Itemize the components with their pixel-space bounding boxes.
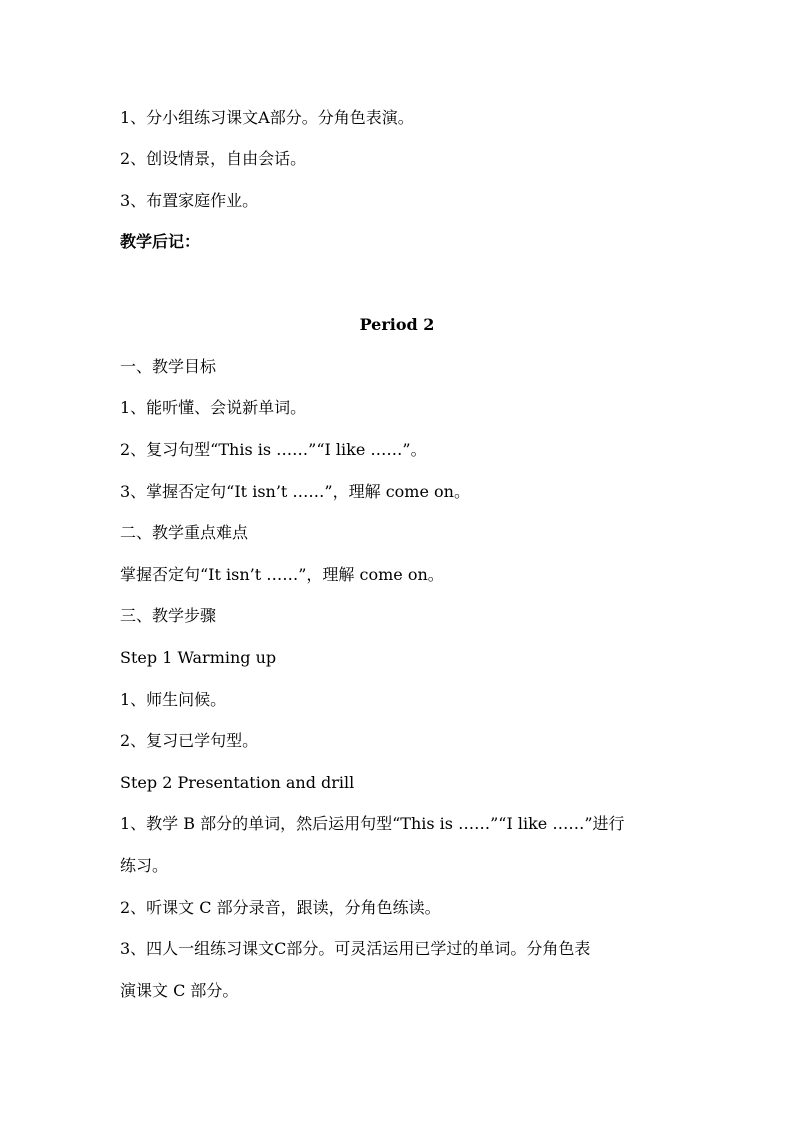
objective-item-2: 2、复习句型“This is ……”“I like ……”。 — [120, 440, 427, 459]
step-2-item-3-line-1: 3、四人一组练习课文C部分。可灵活运用已学过的单词。分角色表 — [120, 939, 591, 958]
step-1-item-2: 2、复习已学句型。 — [120, 731, 259, 750]
step-2-item-3-line-2: 演课文 C 部分。 — [120, 981, 239, 1000]
step-2-item-2: 2、听课文 C 部分录音，跟读，分角色练读。 — [120, 898, 441, 917]
activity-item-2: 2、创设情景，自由会话。 — [120, 149, 307, 168]
activity-item-3: 3、布置家庭作业。 — [120, 191, 259, 210]
section-heading-objectives: 一、教学目标 — [120, 357, 217, 376]
step-1-heading: Step 1 Warming up — [120, 648, 277, 667]
step-2-item-1-line-2: 练习。 — [120, 856, 169, 875]
teaching-notes-heading: 教学后记： — [120, 232, 201, 251]
step-1-item-1: 1、师生问候。 — [120, 690, 227, 709]
objective-item-1: 1、能听懂、会说新单词。 — [120, 398, 307, 417]
key-point-text: 掌握否定句“It isn’t ……”，理解 come on。 — [120, 565, 444, 584]
activity-item-1: 1、分小组练习课文A部分。分角色表演。 — [120, 108, 414, 127]
step-2-heading: Step 2 Presentation and drill — [120, 773, 355, 792]
period-title: Period 2 — [359, 315, 435, 334]
objective-item-3: 3、掌握否定句“It isn’t ……”，理解 come on。 — [120, 482, 470, 501]
section-heading-steps: 三、教学步骤 — [120, 606, 217, 625]
step-2-item-1-line-1: 1、教学 B 部分的单词，然后运用句型“This is ……”“I like ……”进行 — [120, 814, 625, 833]
section-heading-key-points: 二、教学重点难点 — [120, 523, 249, 542]
